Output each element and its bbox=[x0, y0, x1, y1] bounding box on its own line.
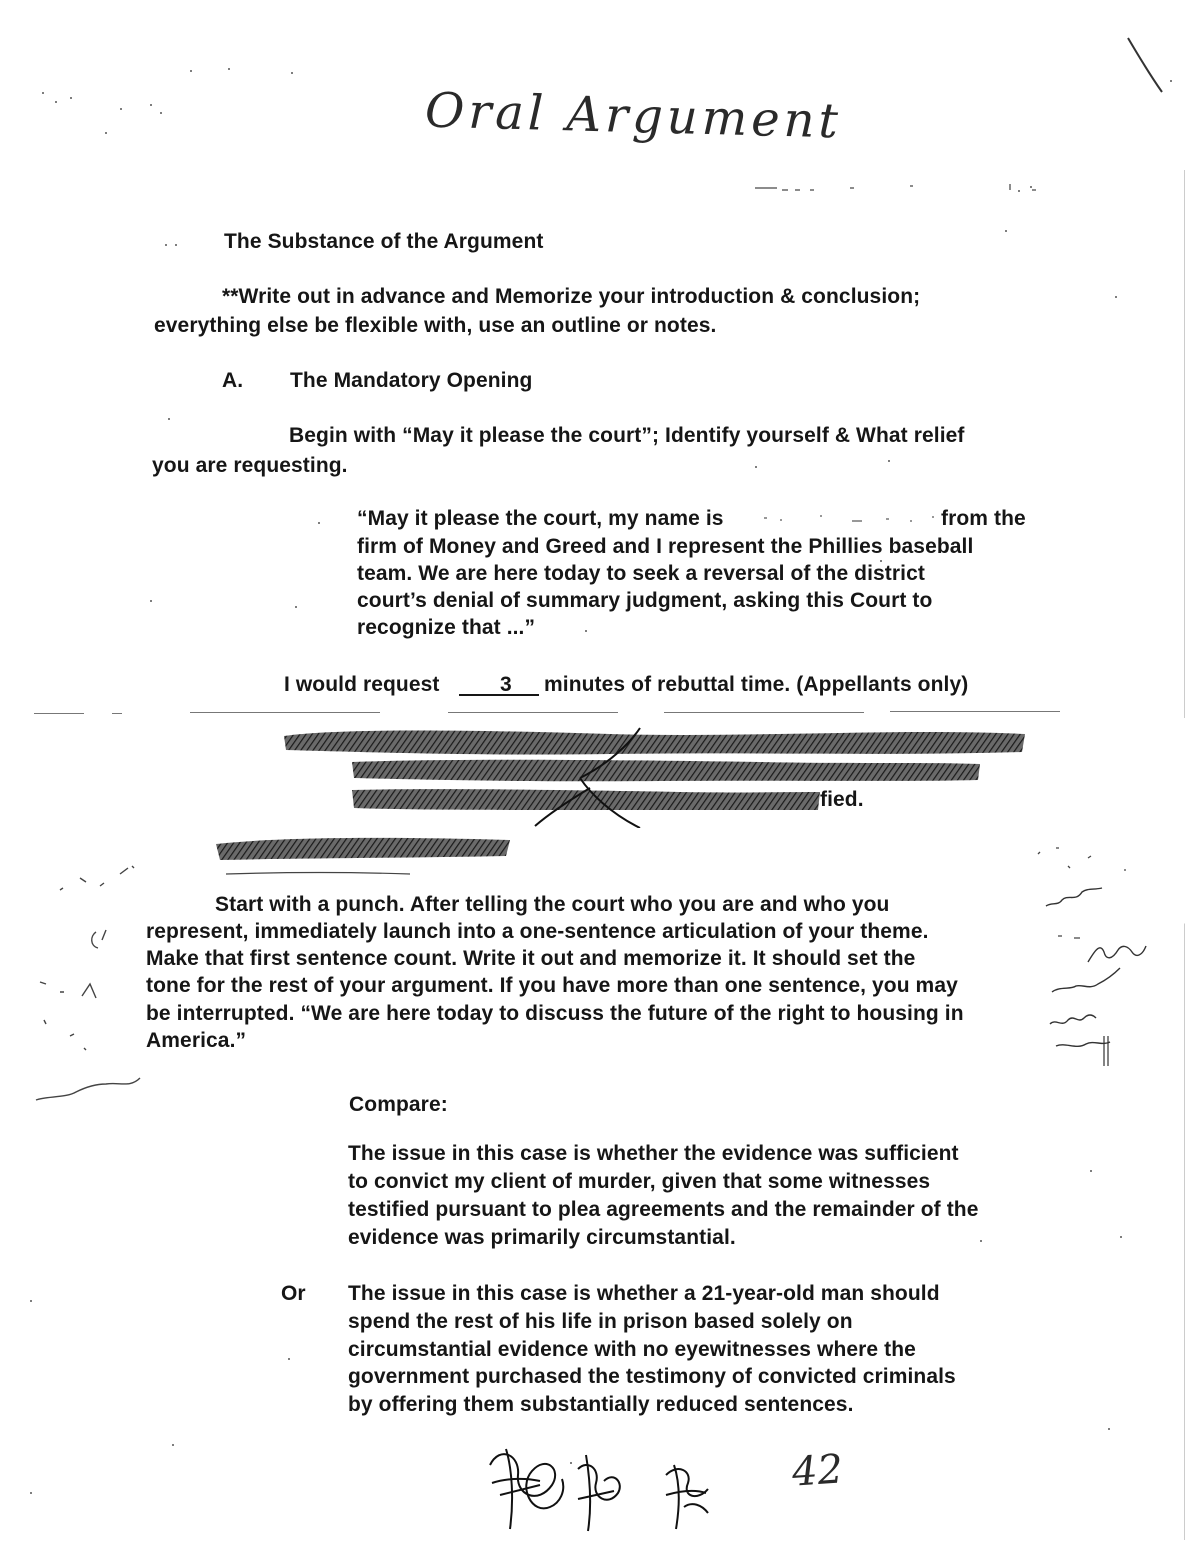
memorize-note-line2: everything else be flexible with, use an outline or notes. bbox=[154, 314, 717, 337]
opening-quote-line5: recognize that ...” bbox=[357, 616, 536, 639]
subsection-title: The Mandatory Opening bbox=[290, 369, 533, 392]
begin-paragraph-line2: you are requesting. bbox=[152, 454, 348, 477]
memorize-note-line1: **Write out in advance and Memorize your introduction & conclusion; bbox=[222, 285, 921, 308]
section-heading: The Substance of the Argument bbox=[224, 230, 544, 253]
punch-paragraph-line4: tone for the rest of your argument. If you have more than one sentence, you may bbox=[146, 974, 958, 997]
redacted-line-tail: fied. bbox=[820, 788, 864, 811]
compare-example2-line4: government purchased the testimony of convicted criminals bbox=[348, 1365, 956, 1388]
opening-quote-line3: team. We are here today to seek a reversal of the district bbox=[357, 562, 925, 585]
compare-example1-line1: The issue in this case is whether the evidence was sufficient bbox=[348, 1142, 959, 1165]
rebuttal-after: minutes of rebuttal time. (Appellants only) bbox=[544, 673, 969, 696]
opening-quote-line2: firm of Money and Greed and I represent the Phillies baseball bbox=[357, 535, 974, 558]
punch-paragraph-line6: America.” bbox=[146, 1029, 247, 1052]
punch-paragraph-line3: Make that first sentence count. Write it out and memorize it. It should set the bbox=[146, 947, 916, 970]
or-label: Or bbox=[281, 1282, 306, 1305]
rebuttal-blank-line bbox=[459, 694, 539, 696]
redaction-scribble bbox=[280, 718, 1040, 828]
redacted-name-dots bbox=[760, 512, 940, 526]
compare-example2-line5: by offering them substantially reduced sentences. bbox=[348, 1393, 854, 1416]
rebuttal-blank-value: 3 bbox=[500, 673, 512, 696]
compare-example2-line2: spend the rest of his life in prison based solely on bbox=[348, 1310, 853, 1333]
compare-example2-line3: circumstantial evidence with no eyewitnesses where the bbox=[348, 1338, 916, 1361]
punch-paragraph-line5: be interrupted. “We are here today to discuss the future of the right to housing in bbox=[146, 1002, 964, 1025]
punch-paragraph-line2: represent, immediately launch into a one-sentence articulation of your theme. bbox=[146, 920, 929, 943]
compare-example1-line2: to convict my client of murder, given that some witnesses bbox=[348, 1170, 931, 1193]
handwritten-page-number: 42 bbox=[790, 1446, 845, 1496]
left-margin-notes bbox=[20, 860, 160, 1110]
compare-example2-line1: The issue in this case is whether a 21-year-old man should bbox=[348, 1282, 940, 1305]
redacted-heading-scribble bbox=[210, 832, 530, 882]
subsection-letter: A. bbox=[222, 369, 244, 392]
compare-label: Compare: bbox=[349, 1093, 448, 1116]
opening-quote-line1-end: from the bbox=[941, 507, 1026, 530]
opening-quote-line4: court’s denial of summary judgment, asking this Court to bbox=[357, 589, 933, 612]
compare-example1-line4: evidence was primarily circumstantial. bbox=[348, 1226, 736, 1249]
divider-rule bbox=[190, 712, 380, 713]
compare-example1-line3: testified pursuant to plea agreements and the remainder of the bbox=[348, 1198, 979, 1221]
right-margin-notes bbox=[1028, 840, 1188, 1090]
rebuttal-before: I would request bbox=[284, 673, 440, 696]
begin-paragraph-line1: Begin with “May it please the court”; Identify yourself & What relief bbox=[289, 424, 965, 447]
punch-paragraph-line1: Start with a punch. After telling the court who you are and who you bbox=[215, 893, 890, 916]
pen-stroke-mark bbox=[1120, 30, 1170, 100]
opening-quote-line1-start: “May it please the court, my name is bbox=[357, 507, 724, 530]
faint-marginal-marks bbox=[750, 178, 1050, 198]
handwritten-title: Oral Argument bbox=[424, 82, 843, 150]
handwritten-initials-signature bbox=[470, 1435, 770, 1545]
